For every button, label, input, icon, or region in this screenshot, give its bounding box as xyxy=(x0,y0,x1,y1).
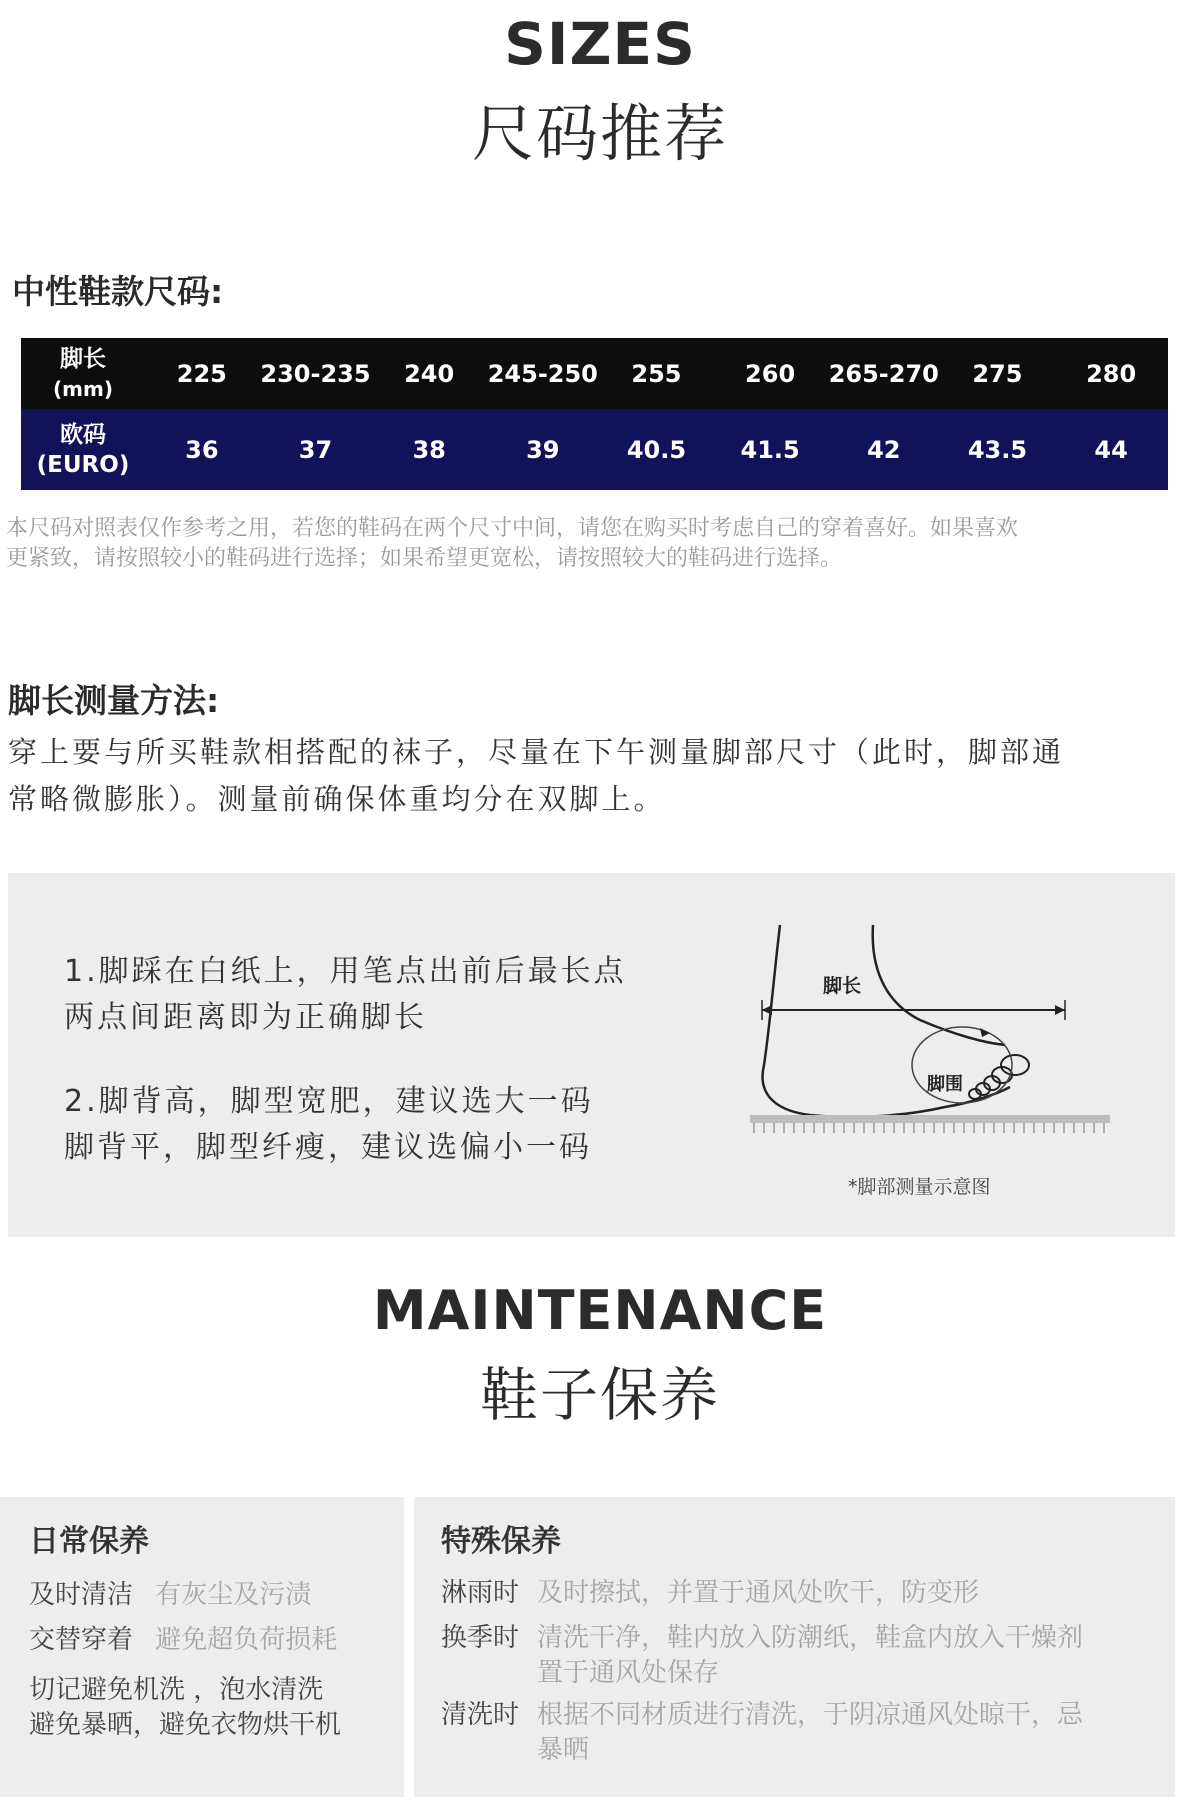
arrow-girth-icon xyxy=(980,1028,990,1037)
foot-length-cell: 255 xyxy=(600,338,714,409)
arrow-right-icon xyxy=(1055,1005,1065,1015)
euro-size-row xyxy=(21,409,1168,490)
special-care-value: 清洗干净，鞋内放入防潮纸，鞋盒内放入干燥剂 xyxy=(537,1623,1084,1653)
special-care-label: 清洗时 xyxy=(441,1700,520,1730)
maintenance-title-en: MAINTENANCE xyxy=(372,1279,828,1342)
maintenance-title-cn: 鞋子保养 xyxy=(479,1361,720,1429)
euro-size-cell: 42 xyxy=(827,409,941,490)
euro-size-cell: 43.5 xyxy=(941,409,1055,490)
daily-care-row xyxy=(29,1578,311,1613)
ruler-ticks xyxy=(754,1123,1104,1133)
special-care-label: 换季时 xyxy=(441,1623,520,1653)
diagram-caption: *脚部测量示意图 xyxy=(848,1176,991,1198)
measure-step-1 xyxy=(64,949,627,1041)
size-note-line: 本尺码对照表仅作参考之用，若您的鞋码在两个尺寸中间，请您在购买时考虑自己的穿着喜好。如果喜欢 xyxy=(6,516,1019,541)
foot-length-cell: 260 xyxy=(713,338,827,409)
sizes-title-en: SIZES xyxy=(504,10,696,78)
daily-care-row xyxy=(29,1623,337,1658)
daily-care-tip xyxy=(29,1673,341,1743)
floor-ruler xyxy=(750,1115,1110,1123)
euro-size-cell: 40.5 xyxy=(600,409,714,490)
euro-size-header-label: 欧码 xyxy=(60,421,106,448)
daily-care-value: 避免超负荷损耗 xyxy=(155,1625,338,1655)
foot-length-cell: 265-270 xyxy=(827,338,941,409)
euro-size-cell: 44 xyxy=(1054,409,1168,490)
measure-step-line: 两点间距离即为正确脚长 xyxy=(64,1000,427,1035)
foot-measure-diagram xyxy=(740,915,1120,1155)
measure-description xyxy=(8,729,1193,823)
unisex-size-heading: 中性鞋款尺码: xyxy=(12,272,224,311)
foot-length-row xyxy=(21,338,1168,409)
measure-step-2 xyxy=(64,1079,594,1171)
euro-size-cell: 41.5 xyxy=(713,409,827,490)
daily-care-heading: 日常保养 xyxy=(29,1524,149,1559)
foot-length-cell: 225 xyxy=(145,338,259,409)
daily-care-label: 及时清洁 xyxy=(29,1580,134,1610)
daily-care-tip-line: 切记避免机洗 ，泡水清洗 xyxy=(29,1675,324,1705)
daily-care-tip-line: 避免暴晒，避免衣物烘干机 xyxy=(29,1710,342,1740)
foot-length-cell: 230-235 xyxy=(259,338,373,409)
measure-heading: 脚长测量方法: xyxy=(8,681,220,720)
euro-size-cell: 38 xyxy=(372,409,486,490)
foot-length-cell: 275 xyxy=(941,338,1055,409)
euro-size-cell: 39 xyxy=(486,409,600,490)
measure-step-line: 1.脚踩在白纸上，用笔点出前后最长点 xyxy=(64,954,627,989)
arrow-left-icon xyxy=(762,1005,772,1015)
special-care-value: 及时擦拭，并置于通风处吹干，防变形 xyxy=(537,1578,980,1608)
size-note-line: 更紧致，请按照较小的鞋码进行选择；如果希望更宽松，请按照较大的鞋码进行选择。 xyxy=(6,546,843,571)
special-care-label: 淋雨时 xyxy=(441,1578,520,1608)
special-care-row xyxy=(441,1698,1161,1768)
special-care-row xyxy=(441,1576,1161,1611)
measure-description-line: 常略微膨胀）。测量前确保体重均分在双脚上。 xyxy=(8,782,666,816)
foot-sole-outline xyxy=(763,925,1010,1117)
measure-step-line: 脚背平，脚型纤瘦，建议选偏小一码 xyxy=(64,1130,592,1165)
daily-care-label: 交替穿着 xyxy=(29,1625,134,1655)
euro-size-header xyxy=(21,409,145,490)
special-care-value: 暴晒 xyxy=(537,1735,590,1765)
size-table xyxy=(21,338,1168,490)
foot-length-header xyxy=(21,338,145,409)
foot-length-header-label: 脚长 xyxy=(60,345,106,372)
measure-description-line: 穿上要与所买鞋款相搭配的袜子，尽量在下午测量脚部尺寸（此时，脚部通 xyxy=(8,735,1065,769)
foot-length-cell: 240 xyxy=(372,338,486,409)
special-care-row xyxy=(441,1621,1161,1691)
daily-care-value: 有灰尘及污渍 xyxy=(155,1580,312,1610)
special-care-value: 置于通风处保存 xyxy=(537,1658,720,1688)
euro-size-header-unit: (EURO) xyxy=(36,451,130,478)
special-care-heading: 特殊保养 xyxy=(441,1524,561,1559)
diagram-length-label: 脚长 xyxy=(823,975,862,997)
foot-length-header-unit: (mm) xyxy=(53,376,113,401)
sizes-title-cn: 尺码推荐 xyxy=(471,97,728,170)
diagram-girth-label: 脚围 xyxy=(927,1074,963,1095)
special-care-value: 根据不同材质进行清洗，于阴凉通风处晾干，忌 xyxy=(537,1700,1084,1730)
measure-step-line: 2.脚背高，脚型宽肥，建议选大一码 xyxy=(64,1084,594,1119)
size-note xyxy=(6,514,1196,574)
foot-top-outline xyxy=(873,925,1005,1045)
euro-size-cell: 36 xyxy=(145,409,259,490)
euro-size-cell: 37 xyxy=(259,409,373,490)
foot-length-cell: 280 xyxy=(1054,338,1168,409)
foot-length-cell: 245-250 xyxy=(486,338,600,409)
